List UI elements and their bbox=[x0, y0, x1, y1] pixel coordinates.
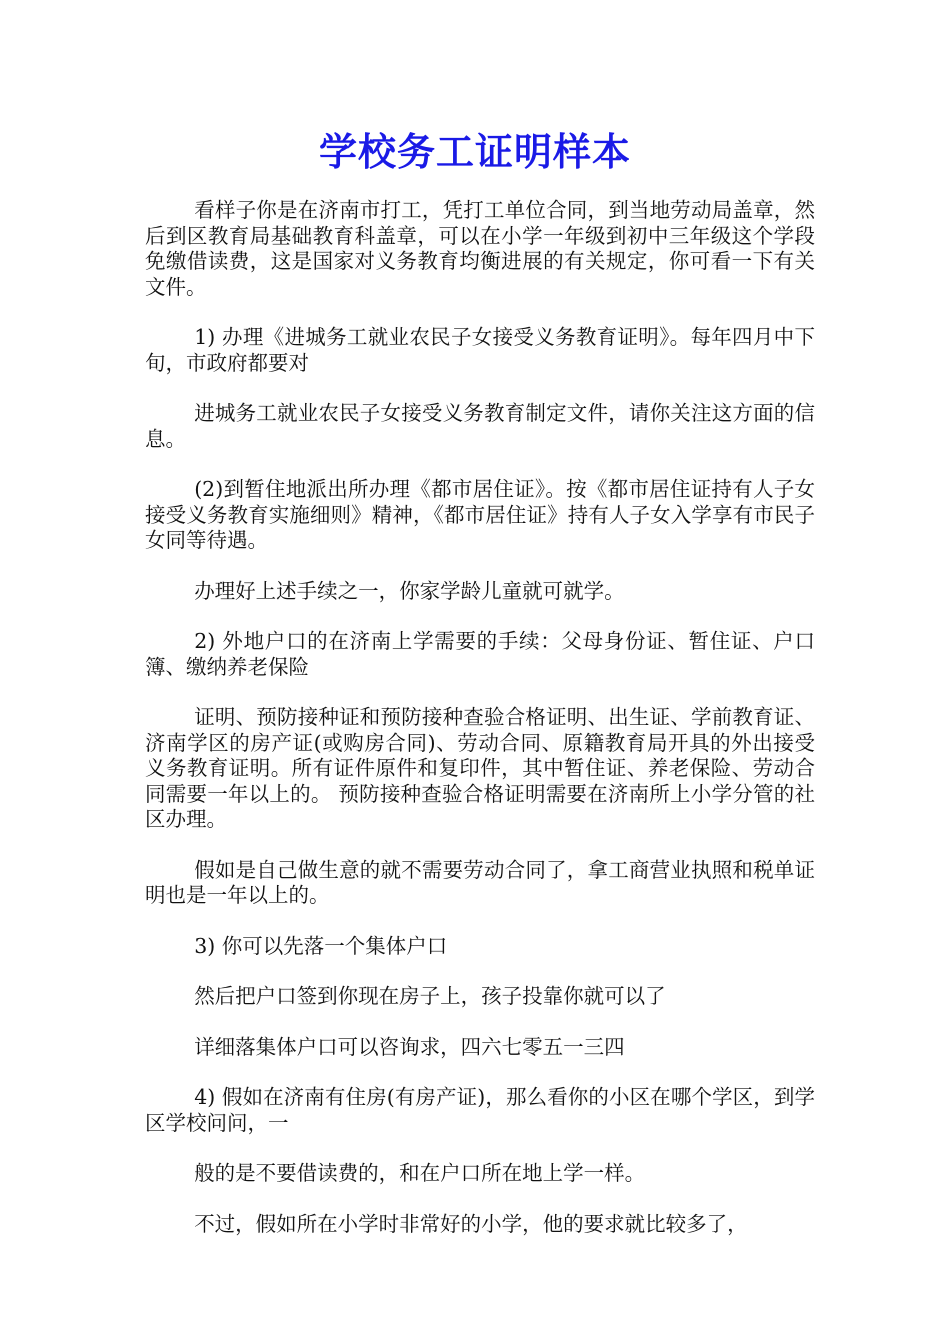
paragraph: 3) 你可以先落一个集体户口 bbox=[194, 933, 448, 958]
paragraph: (2)到暂住地派出所办理《都市居住证》。按《都市居住证持有人子女接受义务教育实施细则》精神，《都市居住证》持有人子女入学享有市民子女同等待遇。 bbox=[145, 477, 815, 552]
paragraph: 不过，假如所在小学时非常好的小学，他的要求就比较多了， bbox=[194, 1211, 748, 1236]
document-title: 学校务工证明样本 bbox=[318, 129, 631, 174]
paragraph: 1) 办理《进城务工就业农民子女接受义务教育证明》。每年四月中下旬，市政府都要对 bbox=[145, 325, 815, 375]
document-body bbox=[145, 198, 815, 1262]
paragraph: 假如是自己做生意的就不需要劳动合同了，拿工商营业执照和税单证明也是一年以上的。 bbox=[145, 857, 815, 907]
paragraph: 证明、预防接种证和预防接种查验合格证明、出生证、学前教育证、济南学区的房产证(或购房合同)、劳动合同、原籍教育局开具的外出接受义务教育证明。所有证件原件和复印件，其中暂住证、养老保险、劳动合同需要一年以上的。 预防接种查验合格证明需要在济南所上小学分管的社区办理。 bbox=[145, 705, 815, 831]
paragraph: 2) 外地户口的在济南上学需要的手续：父母身份证、暂住证、户口簿、缴纳养老保险 bbox=[145, 629, 815, 679]
paragraph: 看样子你是在济南市打工，凭打工单位合同，到当地劳动局盖章，然后到区教育局基础教育科盖章，可以在小学一年级到初中三年级这个学段免缴借读费，这是国家对义务教育均衡进展的有关规定，你可看一下有关文件。 bbox=[145, 198, 815, 299]
paragraph: 4) 假如在济南有住房(有房产证)，那么看你的小区在哪个学区，到学区学校问问，一 bbox=[145, 1085, 815, 1135]
paragraph: 办理好上述手续之一，你家学龄儿童就可就学。 bbox=[194, 578, 625, 603]
paragraph: 详细落集体户口可以咨询求，四六七零五一三四 bbox=[194, 1034, 625, 1059]
paragraph: 进城务工就业农民子女接受义务教育制定文件，请你关注这方面的信息。 bbox=[145, 401, 815, 451]
paragraph: 般的是不要借读费的，和在户口所在地上学一样。 bbox=[194, 1161, 646, 1185]
paragraph: 然后把户口签到你现在房子上，孩子投靠你就可以了 bbox=[194, 984, 666, 1008]
